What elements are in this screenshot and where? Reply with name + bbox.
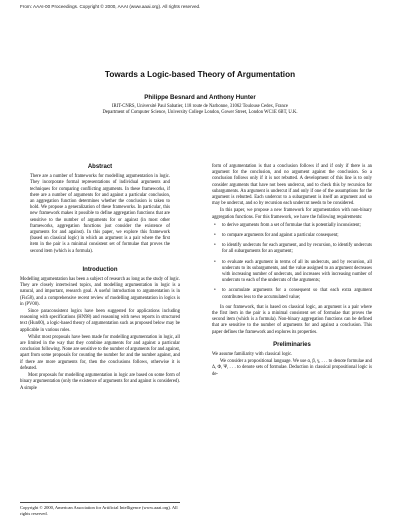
list-item	[212, 233, 372, 239]
list-item	[212, 288, 372, 300]
right-paragraph: We assume familiarity with classical logic.	[212, 352, 293, 358]
bullet-icon: •	[214, 243, 216, 249]
intro-paragraph: Modelling argumentation has been a subject of research as long as the study of logic. They are closely intertwined topics, and modelling argumentation in logic is a natural, and important, research goal. A useful introduction to argumentation is in (Fis58), and a comprehensive recent review of modelling argumentation in logics is in (PV00).	[20, 277, 180, 307]
bullet-icon: •	[214, 222, 216, 228]
affiliation-1: IRIT-CNRS, Université Paul Sabatier, 118 route de Narbonne, 31062 Toulouse Cedex, France	[112, 104, 288, 109]
affiliation-2: Department of Computer Science, University College London, Gower Street, London WC1E 6BT, U.K.	[102, 110, 298, 115]
right-column	[212, 164, 372, 379]
list-item	[212, 243, 372, 255]
requirement-text: to accumulate arguments for a consequent so that each extra argument contributes less to the accumulated value;	[222, 288, 372, 300]
paper-authors: Philippe Besnard and Anthony Hunter	[144, 94, 256, 101]
list-item	[212, 260, 372, 285]
right-paragraph: form of argumentation is that a conclusion follows if and if only if there is an argument for the conclusion, and no argument against the conclusion. So a conclusion follows only if it is not rebutted. A development of this line is to only consider arguments that have not been undercut, and to check this by recursion for subarguments. An argument is undercut if and only if one of the assumptions for the argument is rebutted. Each undercut to a subargument is itself an argument and so may be undercut, and so by recursion each undercut needs to be considered.	[212, 164, 372, 207]
paper-title: Towards a Logic-based Theory of Argumentation	[104, 70, 296, 79]
list-item	[212, 223, 372, 229]
requirements-list	[212, 223, 372, 301]
preliminaries-heading: Preliminaries	[273, 341, 311, 348]
requirement-text: to identify undercuts for each argument, and by recursion, to identify undercuts for all subarguments for an argument;	[222, 243, 372, 255]
bullet-icon: •	[214, 288, 216, 294]
intro-paragraph: Since paraconsistent logics have been suggested for applications including reasoning with specifications (HN98) and reasoning with news reports in structured text (Hun00), a logic-based theory of argumentation such as proposed below may be applicable in various roles.	[20, 309, 180, 333]
abstract-block	[20, 174, 180, 255]
right-paragraph: We consider a propositional language. We use α, β, γ, . . . to denote formulae and Δ, Φ, Ψ, . . . to denote sets of formulae. Deduction in classical propositional logic is de-	[212, 359, 372, 377]
copyright-header-note: From: AAAI-00 Proceedings. Copyright © 2000, AAAI (www.aaai.org). All rights reserved.	[20, 4, 201, 9]
introduction-heading: Introduction	[82, 266, 118, 273]
intro-paragraph: Most proposals for modelling argumentation in logic are based on some form of binary argumentation (only the existence of arguments for and against is considered). A simple	[20, 373, 180, 391]
left-column	[20, 164, 180, 393]
right-paragraph: In this paper, we propose a new framework for argumentation with non-binary aggregation functions. For this framework, we have the following requirements:	[212, 208, 372, 220]
requirement-text: to compare arguments for and against a particular consequent;	[222, 233, 339, 239]
copyright-footnote: Copyright © 2000, American Association for Artificial Intelligence (www.aaai.org). All rights reserved.	[20, 502, 180, 516]
requirement-text: to derive arguments from a set of formulae that is potentially inconsistent;	[222, 222, 361, 228]
bullet-icon: •	[214, 233, 216, 239]
abstract-heading: Abstract	[87, 164, 113, 170]
bullet-icon: •	[214, 259, 216, 265]
abstract-text: There are a number of frameworks for modelling argumentation in logic. They incorporate formal representations of individual arguments and techniques for comparing conflicting arguments. In these frameworks, if there are a number of arguments for and against a particular conclusion, an aggregation function determines whether the conclusion is taken to hold. We propose a generalization of these frameworks. In particular, this new framework makes it possible to define aggregation functions that are sensitive to the number of arguments for or against (in most other frameworks, aggregation functions just consider the existence of arguments for and against). In this paper, we explore this framework (based on classical logic) in which an argument is a pair where the first item in the pair is a minimal consistent set of formulae that proves the second item (which is a formula).	[30, 174, 170, 254]
requirement-text: to evaluate each argument in terms of all its undercuts, and by recursion, all undercuts to its subarguments, and the value assigned to an argument decreases with increasing number of undercuts, and increases with increasing number of undercuts to each of the undercuts of the arguments;	[222, 259, 372, 284]
intro-paragraph: Whilst most proposals have been made for modelling argumentation in logic, all are limited in the way that they combine arguments for and against a particular conclusion following. None are sensitive to the number of arguments for and against, apart from some proposals for counting the number for and the number against, and if there are more arguments for, then the conclusions follows, otherwise it is defeated.	[20, 334, 180, 371]
right-paragraph: In our framework, that is based on classical logic, an argument is a pair where the first item in the pair is a minimal consistent set of formulae that proves the second item (which is a formula). Non-binary aggregation functions can be defined that are sensitive to the number of arguments for and against a conclusion. This paper defines the framework and explores its properties.	[212, 304, 372, 335]
